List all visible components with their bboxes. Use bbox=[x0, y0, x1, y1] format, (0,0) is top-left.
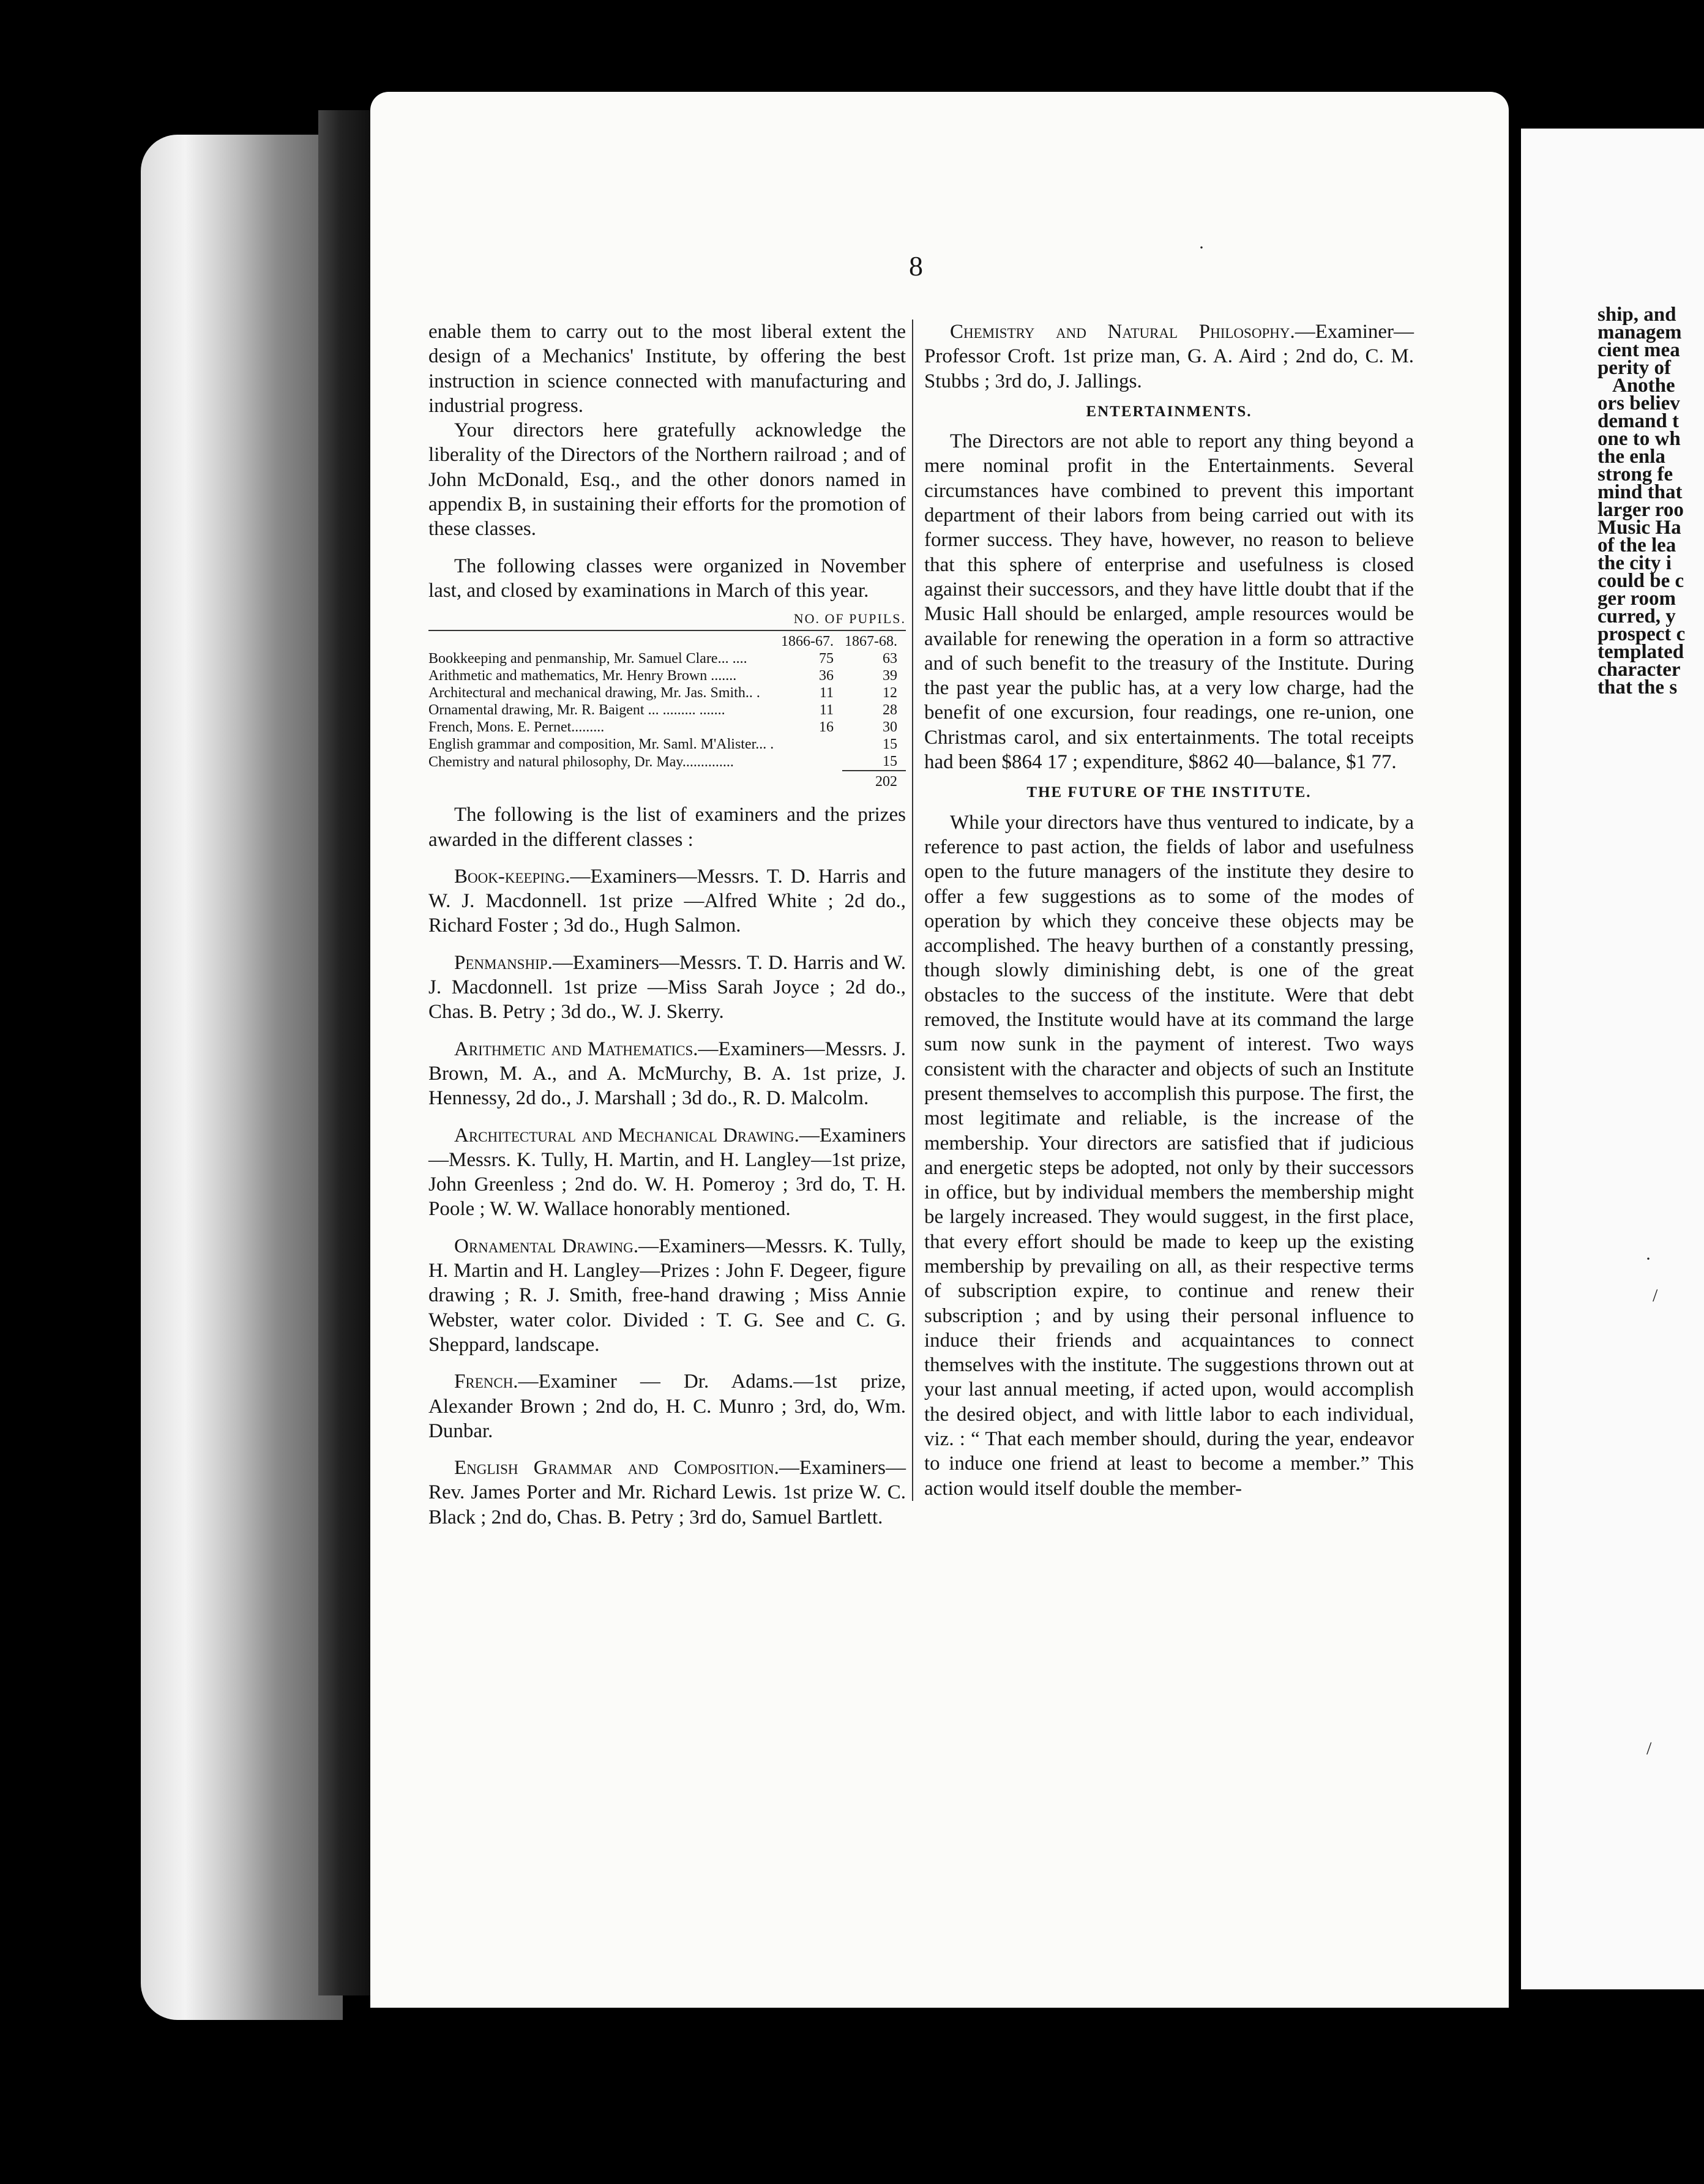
book-spine bbox=[318, 110, 373, 1995]
examiner-entry bbox=[428, 1037, 906, 1111]
entry-text: —Examiners—Messrs. T. D. Harris and W. J. Macdonnell. 1st prize —Alfred White ; 2d do., Richard Foster ; 3d do., Hugh Salmon. bbox=[428, 865, 906, 937]
examiner-entry bbox=[428, 1369, 906, 1443]
row-label: Architectural and mechanical drawing, Mr. Jas. Smith.. . bbox=[428, 685, 760, 701]
section-heading-future: THE FUTURE OF THE INSTITUTE. bbox=[1026, 784, 1312, 801]
entry-text: —Examiners—Messrs. T. D. Harris and W. J. Macdonnell. 1st prize —Miss Sarah Joyce ; 2d do., Chas. B. Petry ; 3d do., W. J. Skerry. bbox=[428, 951, 906, 1023]
table-header: NO. OF PUPILS. bbox=[793, 611, 906, 627]
row-value: 36 bbox=[819, 668, 834, 684]
paragraph: enable them to carry out to the most liberal extent the design of a Mechanics' Institute, by offering the best instruction in science connected with manufacturing and industrial progress. bbox=[428, 321, 906, 417]
entry-heading: Arithmetic and Mathematics. bbox=[454, 1038, 698, 1060]
row-label: Chemistry and natural philosophy, Dr. May.............. bbox=[428, 754, 734, 771]
row-value: 15 bbox=[883, 754, 897, 770]
fragment-line: managem bbox=[1597, 321, 1682, 343]
entry-heading: English Grammar and Composition. bbox=[454, 1457, 779, 1479]
fragment-line: curred, y bbox=[1597, 605, 1676, 627]
examiner-entry bbox=[428, 951, 906, 1025]
section-heading-entertainments: ENTERTAINMENTS. bbox=[1086, 403, 1252, 420]
fragment-line: could be c bbox=[1597, 570, 1684, 592]
row-value bbox=[779, 736, 842, 753]
paragraph: Your directors here gratefully acknowledge the liberality of the Directors of the Northern railroad ; and of John McDonald, Esq., and the other donors named in appendix B, in sustaining their efforts for the promotion of these classes. bbox=[428, 419, 906, 540]
row-value: 28 bbox=[883, 702, 897, 719]
table-row bbox=[428, 684, 906, 701]
book-binding-edge bbox=[141, 135, 343, 2020]
row-value: 75 bbox=[819, 651, 834, 667]
fragment-line: of the lea bbox=[1597, 534, 1676, 556]
fragment-line: templated bbox=[1597, 641, 1684, 663]
margin-mark: / bbox=[1646, 1738, 1652, 1759]
examiner-entry bbox=[428, 864, 906, 938]
row-label: English grammar and composition, Mr. Saml. M'Alister... . bbox=[428, 736, 774, 753]
fragment-line: character bbox=[1597, 659, 1681, 681]
row-value: 30 bbox=[883, 719, 897, 736]
entry-heading: Book-keeping. bbox=[454, 865, 570, 888]
row-value: 12 bbox=[883, 685, 897, 701]
examiner-entry bbox=[428, 1234, 906, 1357]
fragment-line: the city i bbox=[1597, 552, 1672, 574]
entry-heading: French. bbox=[454, 1371, 518, 1393]
entry-text: —Examiners—Rev. James Porter and Mr. Richard Lewis. 1st prize W. C. Black ; 2nd do, Chas. B. Petry ; 3rd do, Samuel Bartlett. bbox=[428, 1457, 906, 1528]
fragment-line: Music Ha bbox=[1597, 517, 1681, 539]
column-year-1: 1866-67. bbox=[779, 630, 842, 650]
entry-heading: Penmanship. bbox=[454, 951, 553, 974]
fragment-line: Anothe bbox=[1612, 375, 1675, 397]
entry-heading: Ornamental Drawing. bbox=[454, 1235, 639, 1257]
table-row bbox=[428, 701, 906, 719]
entry-heading: Architectural and Mechanical Drawing. bbox=[454, 1124, 799, 1146]
left-column bbox=[428, 320, 906, 1530]
row-value bbox=[779, 753, 842, 771]
fragment-line: strong fe bbox=[1597, 463, 1673, 485]
fragment-line: perity of bbox=[1597, 357, 1672, 379]
paragraph: The Directors are not able to report any thing beyond a mere nominal profit in the Entertainments. Several circumstances have combined to prevent this important department of their labors from being carried out with its former success. They have, however, no reason to believe that this sphere of enterprise and usefulness is closed against their successors, and they have little doubt that if the Music Hall should be enlarged, ample resources would be available for renewing the operation in a form so attractive and of such benefit to the treasury of the Institute. During the past year the public has, at a very low charge, had the benefit of one excursion, four readings, one re-union, one Christmas carol, and six entertainments. The total receipts had been $864 17 ; expenditure, $862 40—balance, $1 77. bbox=[924, 430, 1414, 774]
facing-page-fragment bbox=[1597, 306, 1704, 697]
examiner-entry bbox=[428, 1456, 906, 1530]
row-label: Ornamental drawing, Mr. R. Baigent ... ......... ....... bbox=[428, 702, 725, 719]
fragment-line: larger roo bbox=[1597, 499, 1684, 521]
ink-speck: · bbox=[1198, 237, 1205, 258]
table-total: 202 bbox=[842, 771, 906, 790]
table-row bbox=[428, 667, 906, 684]
examiner-entry bbox=[924, 320, 1414, 394]
table-row bbox=[428, 719, 906, 736]
entry-text: —Examiner—Professor Croft. 1st prize man, G. A. Aird ; 2nd do, C. M. Stubbs ; 3rd do, J. Jallings. bbox=[924, 321, 1414, 392]
row-value: 39 bbox=[883, 668, 897, 684]
entry-heading: Chemistry and Natural Philosophy. bbox=[950, 321, 1295, 343]
fragment-line: ger room bbox=[1597, 588, 1676, 610]
row-value: 11 bbox=[819, 702, 834, 719]
fragment-line: prospect c bbox=[1597, 623, 1686, 645]
paragraph: The following is the list of examiners and the prizes awarded in the different classes : bbox=[428, 804, 906, 851]
fragment-line: the enla bbox=[1597, 446, 1665, 468]
row-value: 63 bbox=[883, 651, 897, 667]
paragraph: The following classes were organized in November last, and closed by examinations in March of this year. bbox=[428, 555, 906, 602]
paragraph: While your directors have thus ventured to indicate, by a reference to past action, the fields of labor and usefulness open to the future managers of the institute they desire to offer a few suggestions as to some of the modes of operation by which they conceive these objects may be accomplished. The heavy burthen of a constantly pressing, though slowly diminishing debt, is one of the great obstacles to the success of the institute. Were that debt removed, the Institute would have at its command the large sum now sunk in the payment of interest. Two ways consistent with the character and objects of such an Institute present themselves to accomplish this purpose. The first, the most legitimate and reliable, is the increase of the membership. Your directors are satisfied that if judicious and energetic steps be adopted, not only by their successors in office, but by individual members the membership might be largely increased. They would suggest, in the first place, that every effort should be made to keep up the existing membership by prevailing on all, as their respective terms of subscription expire, to continue and renew their subscription ; and by using their personal influence to induce their friends and acquaintances to connect themselves with the institute. The suggestions thrown out at your last annual meeting, if acted upon, would accomplish the desired object, and with little labor to each individual, viz. : “ That each member should, during the year, endeavor to induce one friend at least to become a member.” This action would itself double the member- bbox=[924, 811, 1414, 1500]
margin-mark: / bbox=[1653, 1285, 1658, 1306]
entry-text: —Examiner — Dr. Adams.—1st prize, Alexander Brown ; 2nd do, H. C. Munro ; 3rd, do, Wm. Dunbar. bbox=[428, 1371, 906, 1442]
fragment-line: ors believ bbox=[1597, 392, 1680, 414]
fragment-line: mind that bbox=[1597, 481, 1683, 503]
row-value: 16 bbox=[819, 719, 834, 736]
fragment-line: one to wh bbox=[1597, 428, 1681, 450]
entry-text: —Examiners—Messrs. K. Tully, H. Martin and H. Langley—Prizes : John F. Degeer, figure drawing ; R. J. Smith, free-hand drawing ; Miss Annie Webster, water color. Divided : T. G. See and C. G. Sheppard, landscape. bbox=[428, 1235, 906, 1356]
row-value: 15 bbox=[883, 736, 897, 753]
row-label: Bookkeeping and penmanship, Mr. Samuel Clare... .... bbox=[428, 651, 747, 667]
row-label: Arithmetic and mathematics, Mr. Henry Brown ....... bbox=[428, 668, 737, 684]
pupils-table bbox=[428, 610, 906, 790]
fragment-line: that the s bbox=[1597, 676, 1678, 698]
right-column bbox=[912, 320, 1414, 1501]
column-year-2: 1867-68. bbox=[842, 630, 906, 650]
fragment-line: demand t bbox=[1597, 410, 1679, 432]
row-value: 11 bbox=[819, 685, 834, 701]
ink-speck: · bbox=[1645, 1249, 1651, 1269]
entry-text: —Examiners—Messrs. K. Tully, H. Martin, and H. Langley—1st prize, John Greenless ; 2nd do. W. H. Pomeroy ; 3rd do, T. H. Poole ; W. W. Wallace honorably mentioned. bbox=[428, 1124, 906, 1221]
table-row bbox=[428, 753, 906, 771]
table-row bbox=[428, 736, 906, 753]
entry-text: —Examiners—Messrs. J. Brown, M. A., and A. McMurchy, B. A. 1st prize, J. Hennessy, 2d do., J. Marshall ; 3d do., R. D. Malcolm. bbox=[428, 1038, 906, 1110]
table-row bbox=[428, 650, 906, 667]
page-number: 8 bbox=[909, 250, 923, 282]
row-label: French, Mons. E. Pernet......... bbox=[428, 719, 605, 736]
fragment-line: ship, and bbox=[1597, 304, 1676, 326]
examiner-entry bbox=[428, 1123, 906, 1222]
fragment-line: cient mea bbox=[1597, 339, 1680, 361]
